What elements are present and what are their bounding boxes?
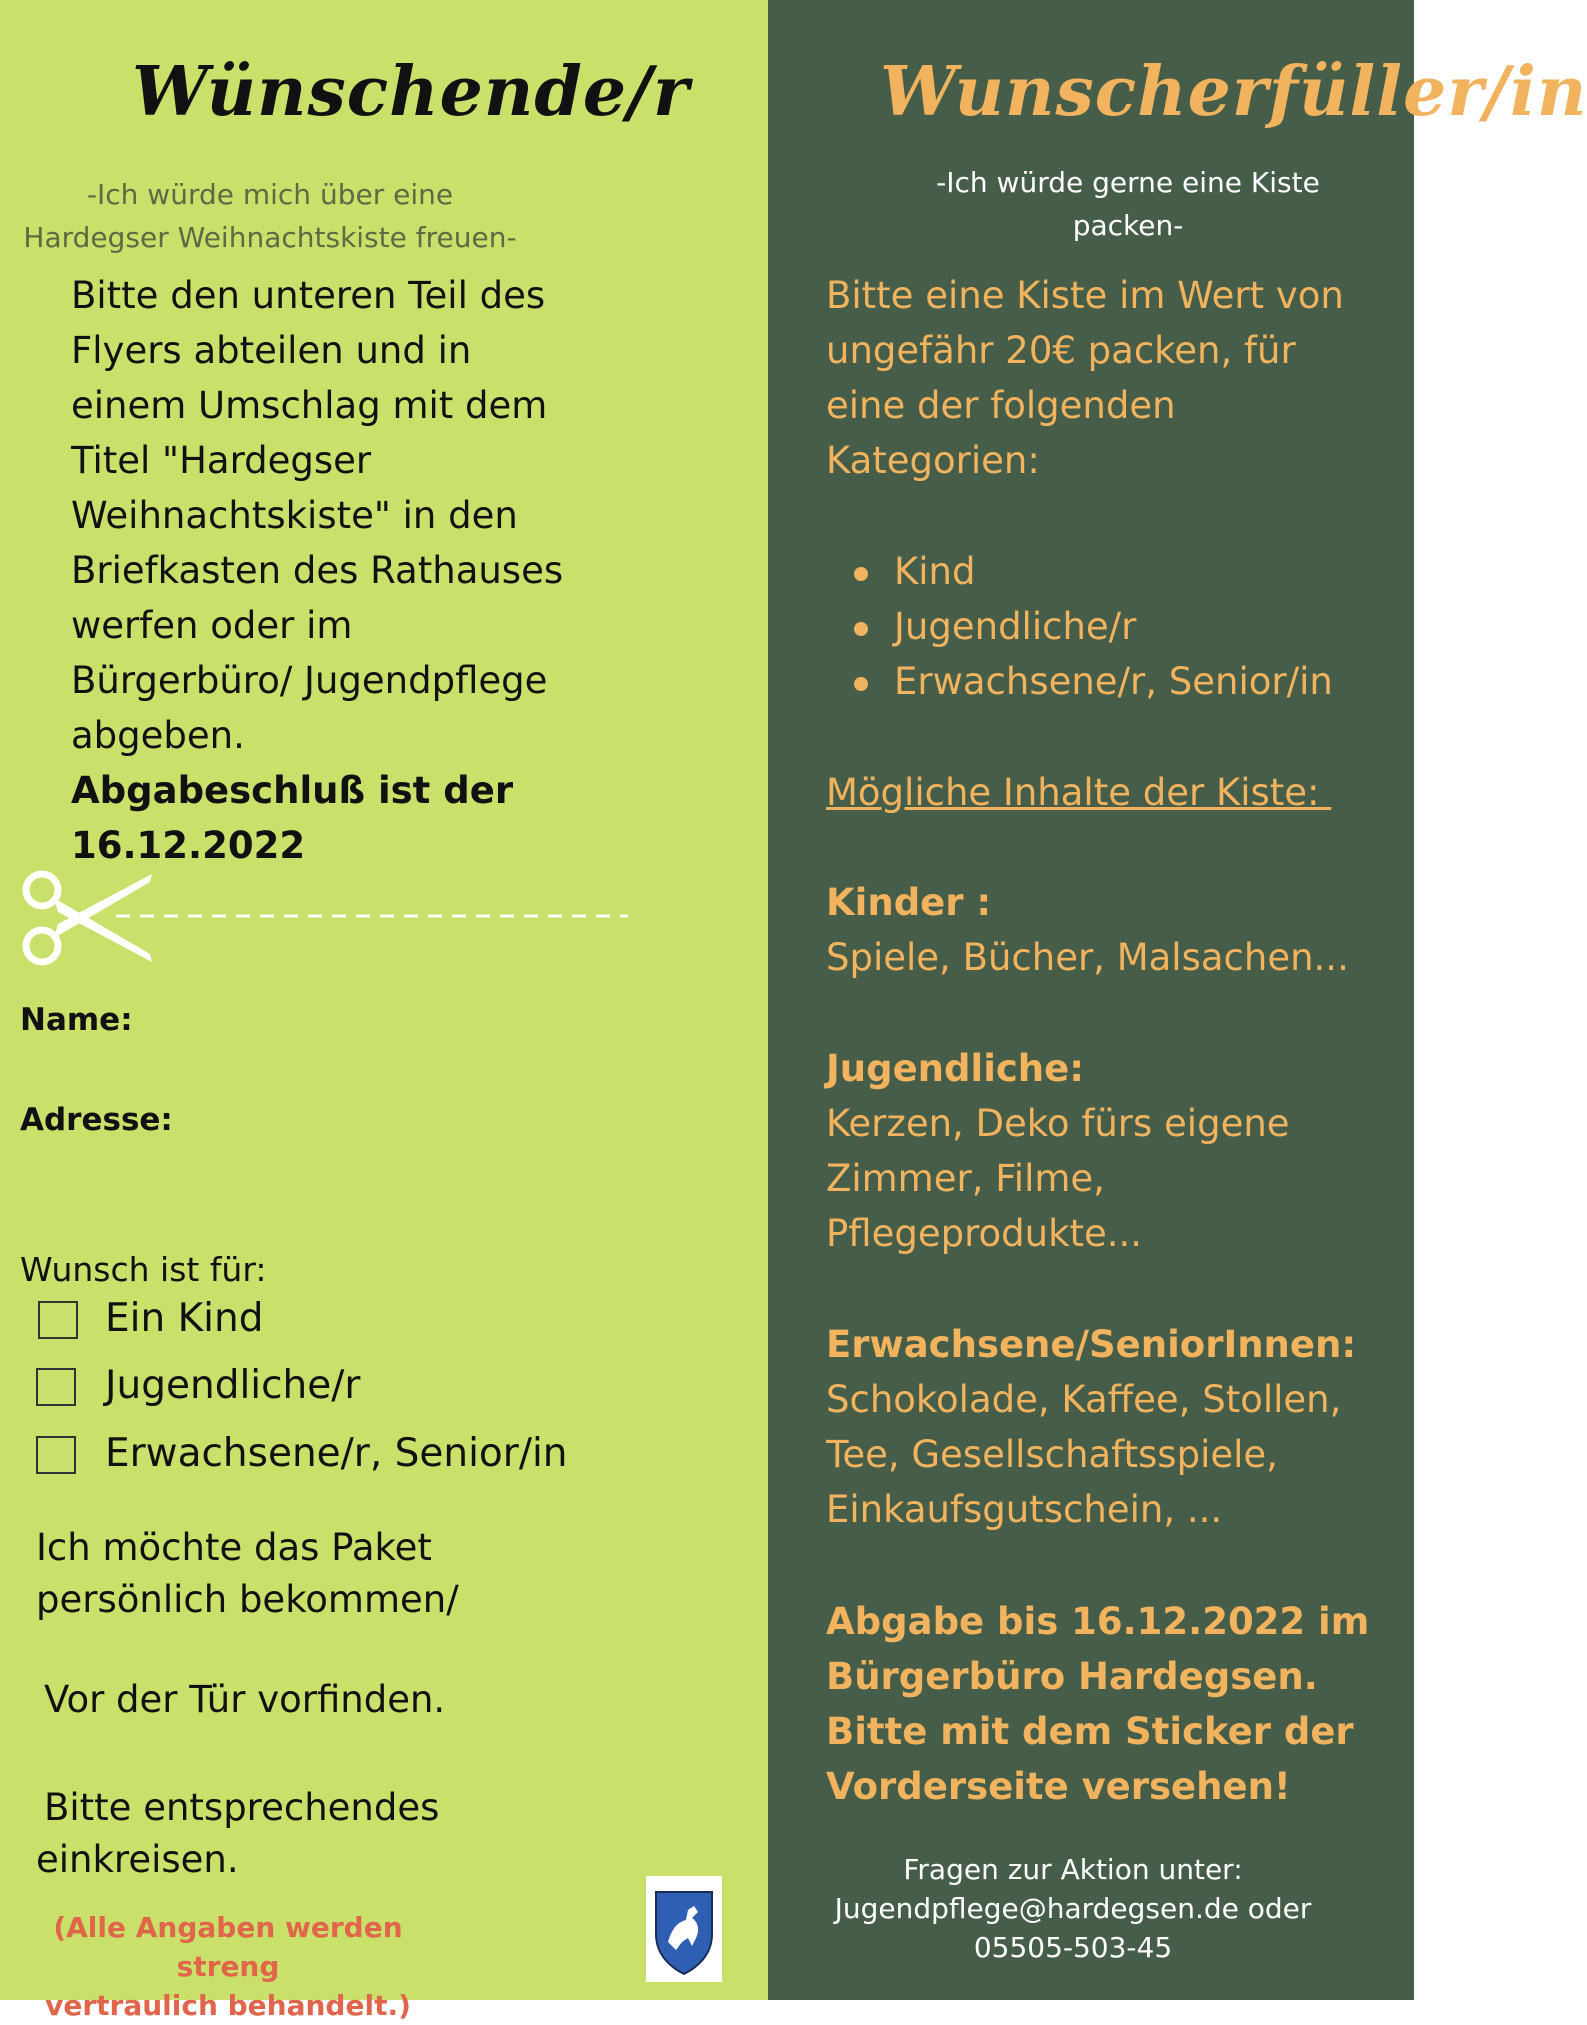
option-kind-label: Ein Kind [105,1296,264,1341]
deadline-line: Abgabeschluß ist der [71,769,514,812]
bullet-icon [854,677,868,691]
dropoff-notice [826,1594,1416,1814]
category-label: Kind [894,550,976,593]
left-subtitle-line2: Hardegser Weihnachtskiste freuen- [23,221,517,254]
intro-line: eine der folgenden [826,384,1176,427]
left-subtitle [20,173,520,259]
dropoff-line: Abgabe bis 16.12.2022 im [826,1600,1370,1643]
contact-email-link[interactable]: Jugendpflege@hardegsen.de oder [834,1892,1312,1925]
category-label: Jugendliche/r [894,605,1137,648]
name-label: Name: [20,1002,133,1038]
category-label: Erwachsene/r, Senior/in [894,660,1333,703]
left-instructions [71,268,631,873]
instruction-line: werfen oder im [71,604,353,647]
left-title: Wünschende/r [132,52,690,132]
list-item [826,654,1406,709]
bullet-icon [854,567,868,581]
instruction-line: Briefkasten des Rathauses [71,549,564,592]
contents-heading: Mögliche Inhalte der Kiste: [826,771,1332,814]
bullet-icon [854,622,868,636]
right-subtitle-line1: -Ich würde gerne eine Kiste [936,166,1320,199]
jugend-item-line: Zimmer, Filme, [826,1157,1105,1200]
intro-line: Bitte eine Kiste im Wert von [826,274,1344,317]
right-subtitle-line2: packen- [1072,209,1184,242]
delivery-line: Ich möchte das Paket [36,1526,432,1569]
right-panel [768,0,1587,2000]
category-list [826,544,1406,709]
dropoff-line: Bitte mit dem Sticker der [826,1710,1354,1753]
intro-line: ungefähr 20€ packen, für [826,329,1296,372]
left-subtitle-line1: -Ich würde mich über eine [86,178,454,211]
confidential-note [18,1908,438,2025]
jugend-item-line: Pflegeprodukte... [826,1212,1143,1255]
instruction-line: Flyers abteilen und in [71,329,472,372]
erwachsene-item-line: Einkaufsgutschein, ... [826,1488,1223,1531]
option-jugendliche-label: Jugendliche/r [105,1363,361,1408]
kinder-heading: Kinder : [826,881,992,924]
instruction-line: Weihnachtskiste" in den [71,494,518,537]
jugend-section [826,1041,1416,1261]
coat-of-arms-icon [646,1876,722,1982]
instruction-line: abgeben. [71,714,245,757]
delivery-option-door: Vor der Tür vorfinden. [44,1678,446,1721]
checkbox-erwachsene[interactable] [36,1436,76,1474]
dropoff-line: Bürgerbüro Hardegsen. [826,1655,1318,1698]
confidential-line: (Alle Angaben werden streng [53,1911,403,1983]
scissors-icon [26,874,152,962]
wish-for-label: Wunsch ist für: [20,1250,267,1289]
checkbox-jugendliche[interactable] [36,1368,76,1406]
contact-phone[interactable]: 05505-503-45 [973,1931,1173,1964]
circle-instruction [36,1782,439,1886]
circle-line: Bitte entsprechendes [44,1786,440,1829]
delivery-line: persönlich bekommen/ [36,1578,459,1621]
list-item [826,544,1406,599]
confidential-line: vertraulich behandelt.) [45,1989,411,2022]
list-item [826,599,1406,654]
delivery-text [36,1522,459,1626]
circle-line: einkreisen. [36,1838,239,1881]
erwachsene-heading: Erwachsene/SeniorInnen: [826,1323,1357,1366]
deadline-line: 16.12.2022 [71,824,306,867]
instruction-line: Bürgerbüro/ Jugendpflege [71,659,548,702]
right-title: Wunscherfüller/in [880,52,1587,132]
checkbox-kind[interactable] [38,1301,78,1339]
option-erwachsene-label: Erwachsene/r, Senior/in [105,1431,568,1476]
intro-line: Kategorien: [826,439,1040,482]
instruction-line: Bitte den unteren Teil des [71,274,546,317]
erwachsene-item-line: Tee, Gesellschaftsspiele, [826,1433,1278,1476]
kinder-items: Spiele, Bücher, Malsachen... [826,936,1349,979]
jugend-heading: Jugendliche: [826,1047,1085,1090]
right-intro [826,268,1406,488]
contact-line: Fragen zur Aktion unter: [903,1853,1243,1886]
jugend-item-line: Kerzen, Deko fürs eigene [826,1102,1290,1145]
address-label: Adresse: [20,1102,173,1138]
right-subtitle [908,161,1348,247]
scissors-cut-line[interactable] [18,862,628,972]
left-panel [0,0,768,2022]
contact-info [828,1850,1318,1967]
dropoff-line: Vorderseite versehen! [826,1765,1291,1808]
kinder-section [826,875,1416,985]
erwachsene-item-line: Schokolade, Kaffee, Stollen, [826,1378,1342,1421]
erwachsene-section [826,1317,1416,1537]
instruction-line: einem Umschlag mit dem [71,384,548,427]
instruction-line: Titel "Hardegser [71,439,372,482]
